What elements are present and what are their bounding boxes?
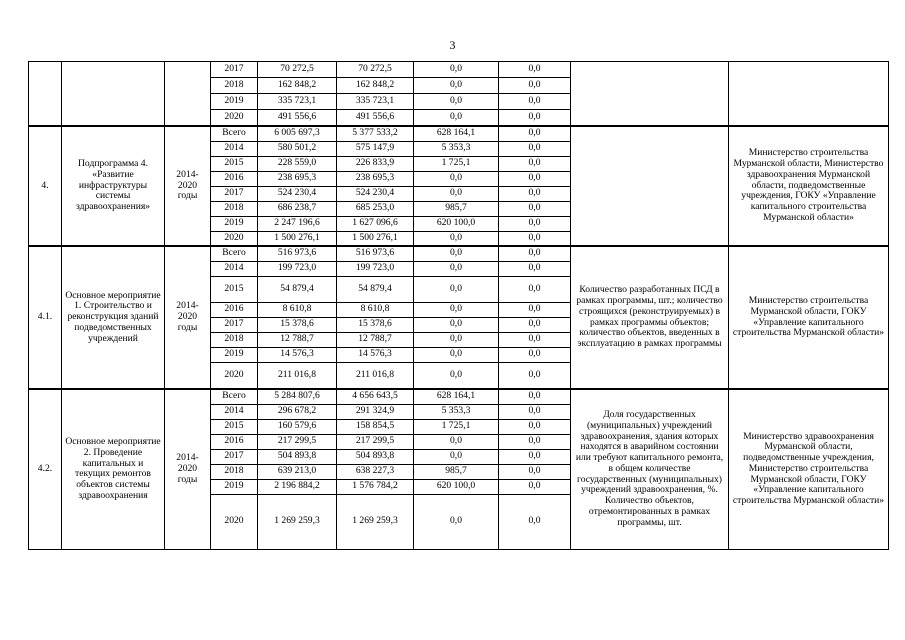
total-cell: 70 272,5: [258, 62, 337, 78]
period-cell: 2014-2020 годы: [165, 246, 211, 389]
year-cell: 2014: [211, 404, 258, 419]
year-cell: 2015: [211, 156, 258, 171]
other-sources-cell: 0,0: [499, 78, 571, 94]
other-sources-cell: 0,0: [499, 434, 571, 449]
federal-budget-cell: 0,0: [414, 62, 499, 78]
federal-budget-cell: 0,0: [414, 434, 499, 449]
executor-cell: [729, 62, 889, 127]
year-cell: 2014: [211, 261, 258, 276]
indicator-cell: Доля государственных (муниципальных) учреждений здравоохранения, здания которых находятся в аварийном состоянии или требуют капитального ремонта, в общем количестве государственных (муниципальных) учреждений здравоохранения, %. Количество объектов, отремонтированных в рамках программы, шт.: [571, 389, 729, 549]
total-cell: 14 576,3: [258, 347, 337, 362]
indicator-cell: [571, 62, 729, 127]
regional-budget-cell: 12 788,7: [337, 332, 414, 347]
other-sources-cell: 0,0: [499, 332, 571, 347]
other-sources-cell: 0,0: [499, 389, 571, 404]
other-sources-cell: 0,0: [499, 479, 571, 494]
total-cell: 296 678,2: [258, 404, 337, 419]
year-cell: 2015: [211, 419, 258, 434]
regional-budget-cell: 291 324,9: [337, 404, 414, 419]
regional-budget-cell: 54 879,4: [337, 276, 414, 302]
total-cell: 516 973,6: [258, 246, 337, 261]
federal-budget-cell: 985,7: [414, 464, 499, 479]
federal-budget-cell: 0,0: [414, 94, 499, 110]
regional-budget-cell: 516 973,6: [337, 246, 414, 261]
other-sources-cell: 0,0: [499, 347, 571, 362]
year-cell: 2017: [211, 317, 258, 332]
total-cell: 12 788,7: [258, 332, 337, 347]
total-cell: 238 695,3: [258, 171, 337, 186]
total-cell: 2 247 196,6: [258, 216, 337, 231]
other-sources-cell: 0,0: [499, 464, 571, 479]
federal-budget-cell: 628 164,1: [414, 126, 499, 141]
federal-budget-cell: 0,0: [414, 332, 499, 347]
year-cell: 2020: [211, 362, 258, 389]
indicator-cell: Количество разработанных ПСД в рамках программы, шт.; количество строящихся (реконструируемых) в рамках программы объектов; количество объектов, введенных в эксплуатацию в рамках программы: [571, 246, 729, 389]
regional-budget-cell: 638 227,3: [337, 464, 414, 479]
total-cell: 491 556,6: [258, 110, 337, 127]
other-sources-cell: 0,0: [499, 317, 571, 332]
federal-budget-cell: 0,0: [414, 362, 499, 389]
regional-budget-cell: 491 556,6: [337, 110, 414, 127]
executor-cell: Министерство строительства Мурманской области, ГОКУ «Управление капитального строительства Мурманской области»: [729, 246, 889, 389]
federal-budget-cell: 5 353,3: [414, 141, 499, 156]
regional-budget-cell: 14 576,3: [337, 347, 414, 362]
other-sources-cell: 0,0: [499, 276, 571, 302]
other-sources-cell: 0,0: [499, 186, 571, 201]
regional-budget-cell: 575 147,9: [337, 141, 414, 156]
number-cell: 4.: [29, 126, 62, 246]
regional-budget-cell: 8 610,8: [337, 302, 414, 317]
total-cell: 639 213,0: [258, 464, 337, 479]
regional-budget-cell: 162 848,2: [337, 78, 414, 94]
number-cell: [29, 62, 62, 127]
period-cell: [165, 62, 211, 127]
total-cell: 160 579,6: [258, 419, 337, 434]
regional-budget-cell: 217 299,5: [337, 434, 414, 449]
total-cell: 6 005 697,3: [258, 126, 337, 141]
executor-cell: Министерство здравоохранения Мурманской области, подведомственные учреждения, Министерство строительства Мурманской области, ГОКУ «Управление капитального строительства Мурманской области»: [729, 389, 889, 549]
regional-budget-cell: 1 500 276,1: [337, 231, 414, 246]
federal-budget-cell: 620 100,0: [414, 479, 499, 494]
regional-budget-cell: 5 377 533,2: [337, 126, 414, 141]
federal-budget-cell: 0,0: [414, 171, 499, 186]
federal-budget-cell: 620 100,0: [414, 216, 499, 231]
federal-budget-cell: 1 725,1: [414, 156, 499, 171]
regional-budget-cell: 15 378,6: [337, 317, 414, 332]
name-cell: Основное мероприятие 2. Проведение капитальных и текущих ремонтов объектов системы здравоохранения: [62, 389, 165, 549]
other-sources-cell: 0,0: [499, 141, 571, 156]
total-cell: 162 848,2: [258, 78, 337, 94]
total-cell: 524 230,4: [258, 186, 337, 201]
federal-budget-cell: 0,0: [414, 317, 499, 332]
federal-budget-cell: 0,0: [414, 78, 499, 94]
total-cell: 5 284 807,6: [258, 389, 337, 404]
year-cell: 2020: [211, 110, 258, 127]
other-sources-cell: 0,0: [499, 94, 571, 110]
total-cell: 211 016,8: [258, 362, 337, 389]
federal-budget-cell: 0,0: [414, 347, 499, 362]
year-cell: 2019: [211, 216, 258, 231]
year-cell: 2020: [211, 231, 258, 246]
regional-budget-cell: 199 723,0: [337, 261, 414, 276]
other-sources-cell: 0,0: [499, 171, 571, 186]
regional-budget-cell: 158 854,5: [337, 419, 414, 434]
regional-budget-cell: 335 723,1: [337, 94, 414, 110]
federal-budget-cell: 0,0: [414, 302, 499, 317]
federal-budget-cell: 5 353,3: [414, 404, 499, 419]
number-cell: 4.1.: [29, 246, 62, 389]
other-sources-cell: 0,0: [499, 201, 571, 216]
period-cell: 2014-2020 годы: [165, 126, 211, 246]
name-cell: Подпрограмма 4. «Развитие инфраструктуры системы здравоохранения»: [62, 126, 165, 246]
other-sources-cell: 0,0: [499, 362, 571, 389]
total-cell: 15 378,6: [258, 317, 337, 332]
regional-budget-cell: 685 253,0: [337, 201, 414, 216]
year-cell: 2019: [211, 479, 258, 494]
regional-budget-cell: 211 016,8: [337, 362, 414, 389]
program-table: [28, 61, 889, 550]
federal-budget-cell: 1 725,1: [414, 419, 499, 434]
federal-budget-cell: 0,0: [414, 110, 499, 127]
page-number: 3: [449, 38, 456, 52]
total-cell: 2 196 884,2: [258, 479, 337, 494]
indicator-cell: [571, 126, 729, 246]
total-cell: 580 501,2: [258, 141, 337, 156]
regional-budget-cell: 504 893,8: [337, 449, 414, 464]
other-sources-cell: 0,0: [499, 261, 571, 276]
executor-cell: Министерство строительства Мурманской области, Министерство здравоохранения Мурманской области, подведомственные учреждения, ГОКУ «Управление капитального строительства Мурманской области»: [729, 126, 889, 246]
table-row: [29, 246, 889, 261]
year-cell: 2016: [211, 434, 258, 449]
other-sources-cell: 0,0: [499, 302, 571, 317]
period-cell: 2014-2020 годы: [165, 389, 211, 549]
number-cell: 4.2.: [29, 389, 62, 549]
year-cell: Всего: [211, 389, 258, 404]
other-sources-cell: 0,0: [499, 231, 571, 246]
regional-budget-cell: 1 576 784,2: [337, 479, 414, 494]
federal-budget-cell: 0,0: [414, 246, 499, 261]
year-cell: 2018: [211, 332, 258, 347]
other-sources-cell: 0,0: [499, 449, 571, 464]
regional-budget-cell: 70 272,5: [337, 62, 414, 78]
year-cell: 2015: [211, 276, 258, 302]
year-cell: 2017: [211, 449, 258, 464]
year-cell: 2017: [211, 62, 258, 78]
other-sources-cell: 0,0: [499, 62, 571, 78]
regional-budget-cell: 524 230,4: [337, 186, 414, 201]
total-cell: 199 723,0: [258, 261, 337, 276]
year-cell: 2019: [211, 94, 258, 110]
total-cell: 54 879,4: [258, 276, 337, 302]
other-sources-cell: 0,0: [499, 216, 571, 231]
year-cell: Всего: [211, 126, 258, 141]
other-sources-cell: 0,0: [499, 246, 571, 261]
total-cell: 686 238,7: [258, 201, 337, 216]
year-cell: 2018: [211, 464, 258, 479]
regional-budget-cell: 4 656 643,5: [337, 389, 414, 404]
year-cell: 2016: [211, 302, 258, 317]
table-row: [29, 62, 889, 78]
total-cell: 217 299,5: [258, 434, 337, 449]
table-body: [29, 62, 889, 550]
regional-budget-cell: 1 627 096,6: [337, 216, 414, 231]
other-sources-cell: 0,0: [499, 419, 571, 434]
federal-budget-cell: 0,0: [414, 231, 499, 246]
federal-budget-cell: 985,7: [414, 201, 499, 216]
regional-budget-cell: 226 833,9: [337, 156, 414, 171]
total-cell: 504 893,8: [258, 449, 337, 464]
year-cell: 2014: [211, 141, 258, 156]
federal-budget-cell: 0,0: [414, 494, 499, 549]
total-cell: 1 269 259,3: [258, 494, 337, 549]
regional-budget-cell: 238 695,3: [337, 171, 414, 186]
federal-budget-cell: 0,0: [414, 449, 499, 464]
federal-budget-cell: 0,0: [414, 276, 499, 302]
total-cell: 335 723,1: [258, 94, 337, 110]
federal-budget-cell: 628 164,1: [414, 389, 499, 404]
other-sources-cell: 0,0: [499, 494, 571, 549]
year-cell: Всего: [211, 246, 258, 261]
year-cell: 2019: [211, 347, 258, 362]
regional-budget-cell: 1 269 259,3: [337, 494, 414, 549]
total-cell: 228 559,0: [258, 156, 337, 171]
year-cell: 2018: [211, 78, 258, 94]
name-cell: [62, 62, 165, 127]
year-cell: 2020: [211, 494, 258, 549]
table-row: [29, 389, 889, 404]
name-cell: Основное мероприятие 1. Строительство и реконструкция зданий подведомственных учреждений: [62, 246, 165, 389]
year-cell: 2016: [211, 171, 258, 186]
table-row: [29, 126, 889, 141]
other-sources-cell: 0,0: [499, 110, 571, 127]
federal-budget-cell: 0,0: [414, 186, 499, 201]
year-cell: 2017: [211, 186, 258, 201]
other-sources-cell: 0,0: [499, 404, 571, 419]
other-sources-cell: 0,0: [499, 156, 571, 171]
year-cell: 2018: [211, 201, 258, 216]
total-cell: 8 610,8: [258, 302, 337, 317]
total-cell: 1 500 276,1: [258, 231, 337, 246]
federal-budget-cell: 0,0: [414, 261, 499, 276]
other-sources-cell: 0,0: [499, 126, 571, 141]
